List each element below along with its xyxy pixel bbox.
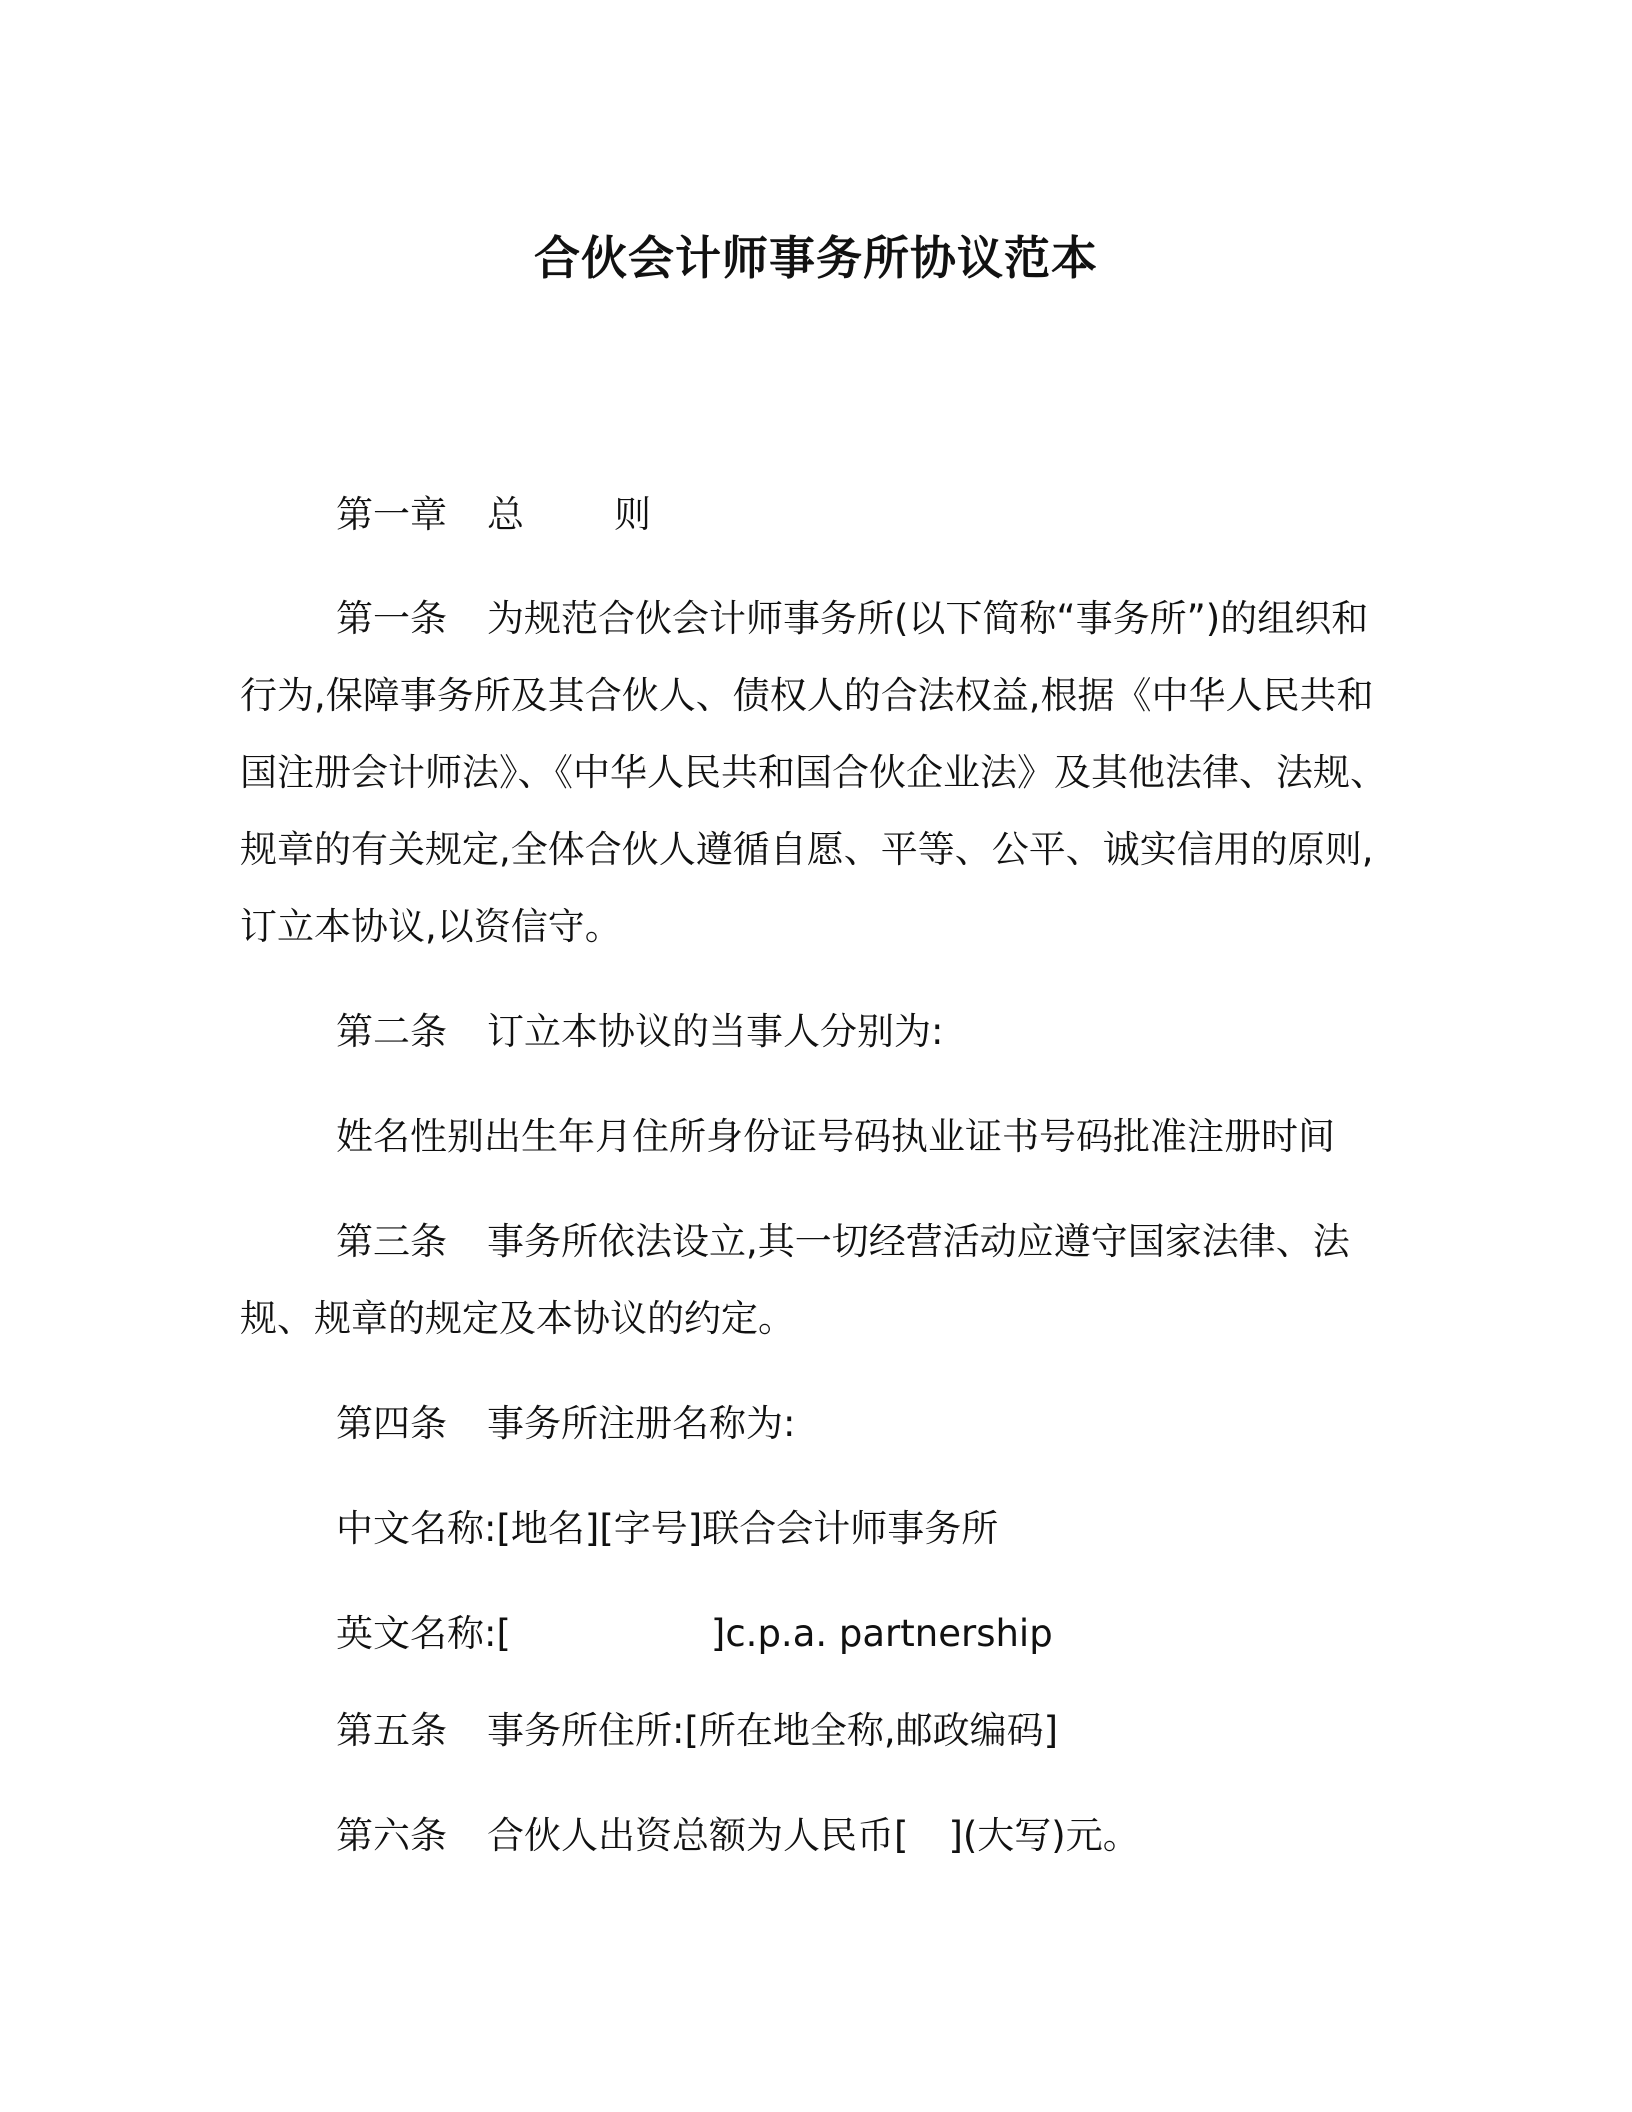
article-4-text: 事务所注册名称为: — [487, 1402, 796, 1445]
article-2-text: 订立本协议的当事人分别为: — [487, 1010, 944, 1053]
document-body — [240, 476, 1390, 1874]
article-3 — [240, 1203, 1390, 1357]
article-1-number: 第一条 — [336, 597, 447, 640]
english-name-after: ]c.p.a. partnership — [710, 1612, 1053, 1655]
article-1-text: 为规范合伙会计师事务所(以下简称“事务所”)的组织和行为,保障事务所及其合伙人、债权人的合法权益,根据《中华人民共和国注册会计师法》、《中华人民共和国合伙企业法》及其他法律、法规、规章的有关规定,全体合伙人遵循自愿、平等、公平、诚实信用的原则,订立本协议,以资信守。 — [240, 597, 1387, 948]
party-fields-text: 姓名性别出生年月住所身份证号码执业证书号码批准注册时间 — [336, 1115, 1335, 1158]
article-6-before: 合伙人出资总额为人民币[ — [487, 1814, 909, 1857]
chinese-name-text: 中文名称:[地名][字号]联合会计师事务所 — [336, 1507, 999, 1550]
article-4 — [240, 1385, 1390, 1462]
chapter-heading — [240, 476, 1390, 553]
chapter-number: 第一章 — [336, 493, 447, 536]
article-4-number: 第四条 — [336, 1402, 447, 1445]
english-name-line — [240, 1595, 1390, 1672]
article-3-text: 事务所依法设立,其一切经营活动应遵守国家法律、法规、规章的规定及本协议的约定。 — [240, 1220, 1350, 1340]
article-1 — [240, 580, 1390, 965]
chinese-name-line — [240, 1490, 1390, 1567]
article-5-number: 第五条 — [336, 1709, 447, 1752]
article-3-number: 第三条 — [336, 1220, 447, 1263]
article-6-number: 第六条 — [336, 1814, 447, 1857]
article-6 — [240, 1797, 1390, 1874]
article-2-number: 第二条 — [336, 1010, 447, 1053]
article-5-text: 事务所住所:[所在地全称,邮政编码] — [487, 1709, 1059, 1752]
english-name-before: 英文名称:[ — [336, 1612, 511, 1655]
document-title: 合伙会计师事务所协议范本 — [534, 231, 1098, 285]
chapter-name-part1: 总 — [487, 493, 524, 536]
chapter-name-part2: 则 — [614, 493, 651, 536]
article-6-after: ](大写)元。 — [948, 1814, 1140, 1857]
article-2 — [240, 993, 1390, 1070]
article-5 — [240, 1692, 1390, 1769]
party-fields-line — [240, 1098, 1390, 1175]
